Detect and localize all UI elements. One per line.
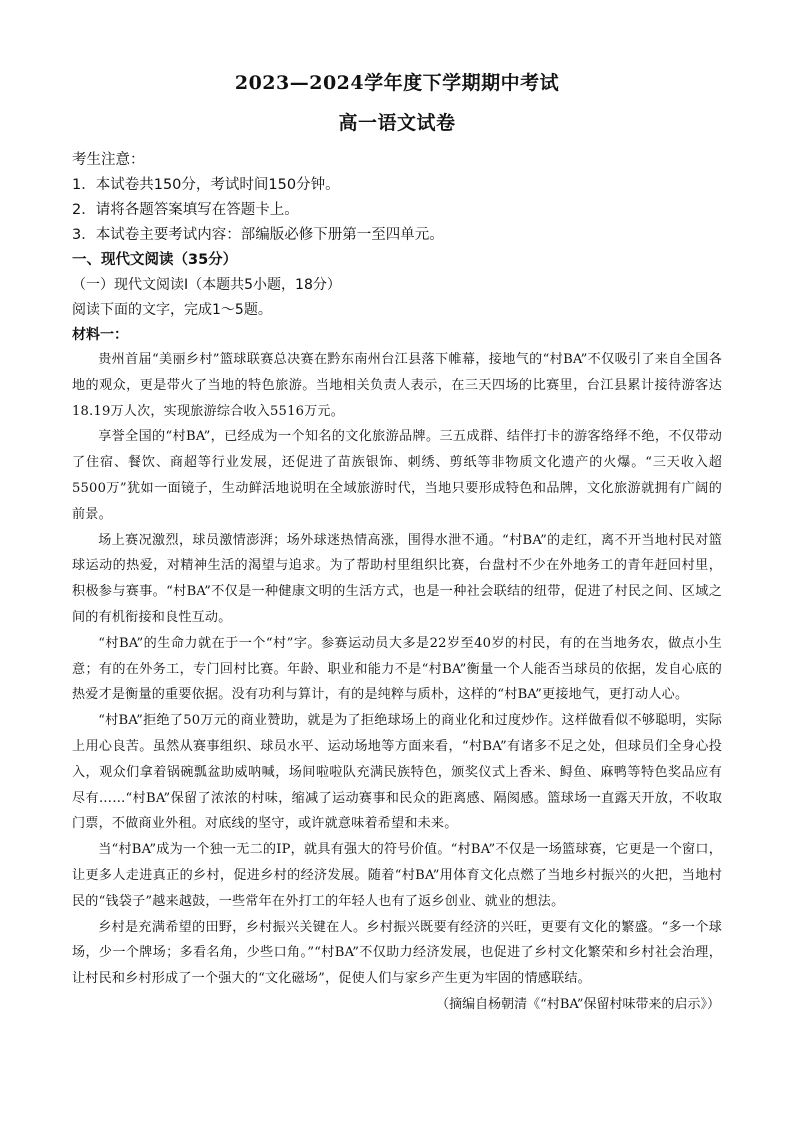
paragraph: 当“村BA”成为一个独一无二的IP，就具有强大的符号价值。“村BA”不仅是一场篮球赛，它更是一个窗口，让更多人走进真正的乡村，促进乡村的经济发展。随着“村BA”用体育文化点燃了当地乡村振兴的火把，当地村民的“钱袋子”越来越鼓，一些常年在外打工的年轻人也有了返乡创业、就业的想法。 xyxy=(72,842,722,909)
notice-item-2: 2．请将各题答案填写在答题卡上。 xyxy=(72,202,299,218)
notice-item-1: 1．本试卷共150分，考试时间150分钟。 xyxy=(72,177,340,193)
exam-subtitle: 高一语文试卷 xyxy=(338,112,456,134)
section-subheading: （一）现代文阅读Ⅰ（本题共5小题，18分） xyxy=(72,277,341,293)
paragraph: “村BA”拒绝了50万元的商业赞助，就是为了拒绝球场上的商业化和过度炒作。这样做看似不够聪明，实际上用心良苦。虽然从赛事组织、球员水平、运动场地等方面来看，“村BA”有诸多不足之处，但球员们全身心投入，观众们拿着锅碗瓢盆助威呐喊，场间啦啦队充满民族特色，颁奖仪式上香米、鲟鱼、麻鸭等特色奖品应有尽有……“村BA”保留了浓浓的村味，缩减了运动赛事和民众的距离感、隔阂感。篮球场一直露天开放，不收取门票，不做商业外租。对底线的坚守，或许就意味着希望和未来。 xyxy=(72,713,722,832)
paragraph: 乡村是充满希望的田野，乡村振兴关键在人。乡村振兴既要有经济的兴旺，更要有文化的繁盛。“多一个球场，少一个牌场；多看名角，少些口角。”“村BA”不仅助力经济发展，也促进了乡村文化繁荣和乡村社会治理，让村民和乡村形成了一个强大的“文化磁场”，促使人们与家乡产生更为牢固的情感联结。 xyxy=(72,919,722,987)
paragraph: 享誉全国的“村BA”，已经成为一个知名的文化旅游品牌。三五成群、结伴打卡的游客络绎不绝，不仅带动了住宿、餐饮、商超等行业发展，还促进了苗族银饰、刺绣、剪纸等非物质文化遗产的火爆。“三天收入超5500万”犹如一面镜子，生动鲜活地说明在全域旅游时代，当地只要形成特色和品牌，文化旅游就拥有广阔的前景。 xyxy=(72,429,722,522)
notice-item-3: 3．本试卷主要考试内容：部编版必修下册第一至四单元。 xyxy=(72,227,444,243)
source-citation: （摘编自杨朝清《“村BA”保留村味带来的启示》） xyxy=(436,996,720,1012)
paragraph: 贵州首届“美丽乡村”篮球联赛总决赛在黔东南州台江县落下帷幕，接地气的“村BA”不仅吸引了来自全国各地的观众，更是带火了当地的特色旅游。当地相关负责人表示，在三天四场的比赛里，台江县累计接待游客达18.19万人次，实现旅游综合收入5516万元。 xyxy=(72,352,722,419)
paragraph: “村BA”的生命力就在于一个“村”字。参赛运动员大多是22岁至40岁的村民，有的在当地务农，做点小生意；有的在外务工，专门回村比赛。年龄、职业和能力不是“村BA”衡量一个人能否当球员的依据，发自心底的热爱才是衡量的重要依据。没有功利与算计，有的是纯粹与质朴，这样的“村BA”更接地气，更打动人心。 xyxy=(72,635,722,703)
section-heading: 一、现代文阅读（35分） xyxy=(72,252,238,268)
exam-title: 2023—2024学年度下学期期中考试 xyxy=(234,72,560,94)
notice-heading: 考生注意： xyxy=(72,152,145,168)
paragraph: 场上赛况激烈，球员激情澎湃；场外球迷热情高涨，围得水泄不通。“村BA”的走红，离不开当地村民对篮球运动的热爱，对精神生活的渴望与追求。为了帮助村里组织比赛，台盘村不少在外地务工的青年赶回村里，积极参与赛事。“村BA”不仅是一种健康文明的生活方式，也是一种社会联结的纽带，促进了村民之间、区域之间的有机衔接和良性互动。 xyxy=(72,532,722,625)
material-label: 材料一： xyxy=(72,327,128,343)
reading-instruction: 阅读下面的文字，完成1～5题。 xyxy=(72,302,272,318)
